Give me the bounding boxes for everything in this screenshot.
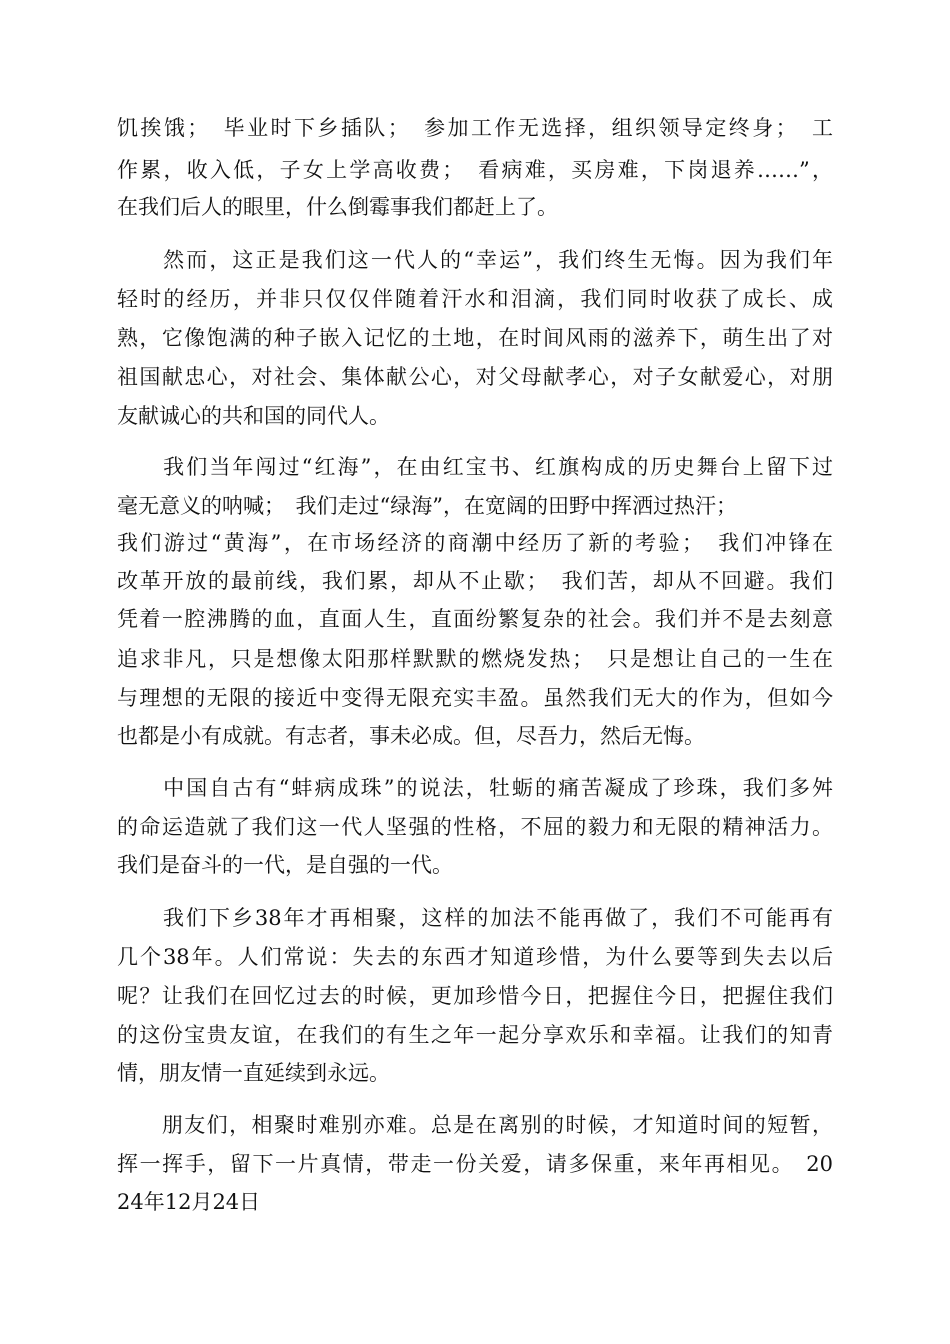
paragraph-4-line-1: 中国自古有“蚌病成珠”的说法，牡蛎的痛苦凝成了珍珠，我们多舛 (117, 776, 833, 800)
paragraph-3-line-4: 改革开放的最前线，我们累，却从不止歇； 我们苦，却从不回避。我们 (117, 569, 833, 593)
paragraph-1-line-2: 作累，收入低，子女上学高收费； 看病难，买房难，下岗退养……”， (117, 158, 833, 182)
paragraph-5-line-4: 的这份宝贵友谊，在我们的有生之年一起分享欢乐和幸福。让我们的知青 (117, 1023, 833, 1047)
paragraph-6-line-3: 24年12月24日 (117, 1190, 261, 1214)
paragraph-4-line-3: 我们是奋斗的一代，是自强的一代。 (117, 853, 453, 877)
paragraph-3-line-3: 我们游过“黄海”，在市场经济的商潮中经历了新的考验； 我们冲锋在 (117, 531, 833, 555)
paragraph-6-line-1: 朋友们，相聚时难别亦难。总是在离别的时候，才知道时间的短暂， (117, 1113, 833, 1137)
paragraph-2-line-2: 轻时的经历，并非只仅仅伴随着汗水和泪滴，我们同时收获了成长、成 (117, 287, 833, 311)
paragraph-5-line-2: 几个38年。人们常说：失去的东西才知道珍惜，为什么要等到失去以后 (117, 945, 833, 969)
paragraph-3-line-2: 毫无意义的呐喊； 我们走过“绿海”，在宽阔的田野中挥洒过热汗； (117, 494, 737, 518)
paragraph-3-line-1: 我们当年闯过“红海”，在由红宝书、红旗构成的历史舞台上留下过 (117, 455, 833, 479)
paragraph-5-line-3: 呢？让我们在回忆过去的时候，更加珍惜今日，把握住今日，把握住我们 (117, 984, 833, 1008)
paragraph-3-line-8: 也都是小有成就。有志者，事未必成。但，尽吾力，然后无悔。 (117, 724, 705, 748)
paragraph-5-line-5: 情，朋友情一直延续到永远。 (117, 1061, 390, 1085)
paragraph-2-line-4: 祖国献忠心，对社会、集体献公心，对父母献孝心，对子女献爱心，对朋 (117, 365, 833, 389)
paragraph-3-line-6: 追求非凡，只是想像太阳那样默默的燃烧发热； 只是想让自己的一生在 (117, 647, 833, 671)
paragraph-3-line-5: 凭着一腔沸腾的血，直面人生，直面纷繁复杂的社会。我们并不是去刻意 (117, 607, 833, 631)
paragraph-4-line-2: 的命运造就了我们这一代人坚强的性格，不屈的毅力和无限的精神活力。 (117, 815, 833, 839)
paragraph-1-line-3: 在我们后人的眼里，什么倒霉事我们都赶上了。 (117, 195, 558, 219)
paragraph-6-line-2: 挥一挥手，留下一片真情，带走一份关爱，请多保重，来年再相见。 20 (117, 1152, 833, 1176)
paragraph-2-line-5: 友献诚心的共和国的同代人。 (117, 404, 390, 428)
paragraph-5-line-1: 我们下乡38年才再相聚，这样的加法不能再做了，我们不可能再有 (117, 906, 833, 930)
paragraph-3-line-7: 与理想的无限的接近中变得无限充实丰盈。虽然我们无大的作为，但如今 (117, 686, 833, 710)
paragraph-1-line-1: 饥挨饿； 毕业时下乡插队； 参加工作无选择，组织领导定终身； 工 (117, 116, 833, 140)
paragraph-2-line-1: 然而，这正是我们这一代人的“幸运”，我们终生无悔。因为我们年 (117, 248, 833, 272)
paragraph-2-line-3: 熟，它像饱满的种子嵌入记忆的土地，在时间风雨的滋养下，萌生出了对 (117, 326, 833, 350)
